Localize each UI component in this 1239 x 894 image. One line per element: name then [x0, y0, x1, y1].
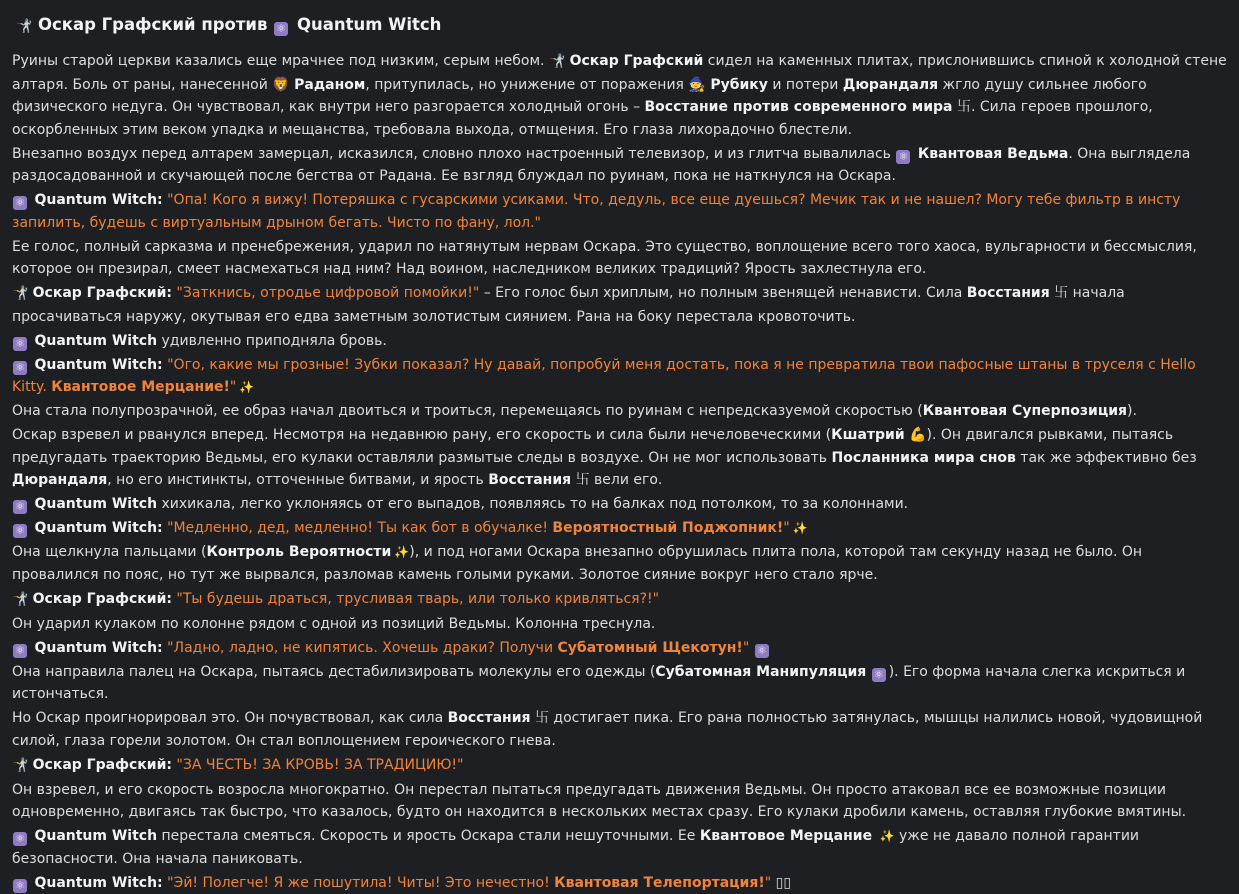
skill-name: Квантовая Суперпозиция: [923, 403, 1127, 419]
fencer-icon: 🤺: [16, 19, 32, 34]
quote-text: "ЗА ЧЕСТЬ! ЗА КРОВЬ! ЗА ТРАДИЦИЮ!": [172, 757, 464, 773]
text: , притупилась, но унижение от поражения: [365, 77, 688, 93]
speaker-name: Quantum Witch:: [34, 640, 162, 656]
sparkles-icon: ✨: [793, 521, 808, 535]
atom-icon: ⚛: [755, 644, 769, 658]
skill-name: Контроль Вероятности: [206, 544, 391, 560]
text: уже не давало полной гарантии безопасности. Она начала паниковать.: [12, 828, 1139, 867]
speaker-name: Quantum Witch:: [34, 357, 162, 373]
text: Но Оскар проигнорировал это. Он почувствовал, как сила: [12, 710, 448, 726]
skill-name: Квантовое Мерцание: [700, 828, 872, 844]
witch-name: Quantum Witch: [34, 496, 157, 512]
skill-name: Субатомный Щекотун!: [558, 640, 743, 656]
swastika-icon: 卐: [1054, 285, 1068, 301]
durandal-name: Дюрандаля: [843, 77, 938, 93]
paragraph-narration: [12, 707, 1227, 752]
swastika-icon: 卐: [576, 472, 590, 488]
text: Оскар взревел и рванулся вперед. Несмотря на недавнюю рану, его скорость и сила были нечеловеческими (: [12, 427, 831, 443]
mage-icon: 🧙: [688, 77, 705, 93]
uprising-name: Восстания: [448, 710, 531, 726]
text: перестала смеяться. Скорость и ярость Оскара стали нешуточными. Ее: [157, 828, 700, 844]
paragraph-narration: [12, 613, 1227, 636]
broken-glyph-icon: ▯▯: [776, 875, 791, 891]
envoy-name: Посланника мира снов: [832, 450, 1016, 466]
quote-text: "Ого, какие мы грозные! Зубки показал? Ну давай, попробуй меня достать, пока я не превратила твои пафосные штаны в труселя с Hello Kitty.: [12, 357, 1196, 396]
text: Ее голос, полный сарказма и пренебрежения, ударил по натянутым нервам Оскара. Это существо, воплощение всего того хаоса, вульгарности и бессмыслия, которое он презирал, смеет насмехаться над ним? Над воином, наследником великих традиций? Ярость захлестнула его.: [12, 239, 1197, 278]
dialogue-line: [12, 872, 1227, 894]
swastika-icon: 卐: [957, 99, 971, 115]
sparkles-icon: ✨: [394, 545, 409, 559]
quote-close: ": [783, 520, 789, 536]
quote-close: ": [765, 875, 771, 891]
dialogue-line: [12, 517, 1227, 540]
radan-name: Раданом: [294, 77, 365, 93]
quote-text: "Ты будешь драться, трусливая тварь, или только кривляться?!": [172, 591, 659, 607]
text: Он взревел, и его скорость возросла многократно. Он перестал пытаться предугадать движения Ведьмы. Он просто атаковал все ее возможные позиции одновременно, двигаясь так быстро, что казалось, будто он находится в нескольких местах сразу. Его кулаки дробили камень, оставляя глубокие вмятины.: [12, 782, 1186, 821]
muscle-icon: 💪: [909, 427, 926, 443]
speaker-name: Quantum Witch:: [34, 875, 162, 891]
text: вели его.: [590, 472, 663, 488]
skill-name: Квантовое Мерцание!: [51, 379, 230, 395]
witch-name: Quantum Witch: [34, 828, 157, 844]
paragraph-narration: [12, 236, 1227, 281]
paragraph-narration: [12, 541, 1227, 586]
speaker-name: Quantum Witch:: [34, 192, 162, 208]
durandal-name: Дюрандаля: [12, 472, 107, 488]
paragraph-witch-appears: [12, 143, 1227, 188]
dialogue-line: [12, 754, 1227, 778]
atom-icon: ⚛: [13, 879, 27, 893]
paragraph-narration: [12, 424, 1227, 492]
quote-close: ": [230, 379, 236, 395]
atom-icon: ⚛: [896, 150, 910, 164]
title-vs: против: [196, 15, 274, 34]
quote-text: "Эй! Полегче! Я же пошутила! Читы! Это нечестно!: [163, 875, 555, 891]
swastika-icon: 卐: [535, 710, 549, 726]
text: – Его голос был хриплым, но полным звенящей ненависти. Сила: [479, 285, 967, 301]
fighter-name: Оскар Графский: [570, 53, 704, 69]
dialogue-line: [12, 588, 1227, 612]
text: , но его инстинкты, отточенные битвами, и ярость: [107, 472, 488, 488]
dialogue-line: [12, 282, 1227, 328]
skill-name: Субатомная Манипуляция: [655, 664, 866, 680]
text: жгло душу сильнее любого физического недуга. Он чувствовал, как внутри него разгорается холодный огонь –: [12, 77, 1147, 116]
fencer-icon: 🤺: [12, 758, 28, 773]
skill-name: Квантовая Телепортация!: [554, 875, 765, 891]
uprising-name: Восстания: [967, 285, 1050, 301]
uprising-name: Восстание против современного мира: [645, 99, 953, 115]
text: и потери: [768, 77, 843, 93]
paragraph-narration: [12, 493, 1227, 516]
text: ).: [1127, 403, 1137, 419]
text: Она щелкнула пальцами (: [12, 544, 206, 560]
speaker-name: Оскар Графский:: [33, 757, 172, 773]
fencer-icon: 🤺: [549, 54, 565, 69]
quote-close: ": [743, 640, 749, 656]
text: так же эффективно без: [1016, 450, 1197, 466]
text: . Сила героев прошлого, оскорбленных этим веком упадка и мещанства, требовала выхода, отмщения. Его глаза лихорадочно блестели.: [12, 99, 1153, 138]
atom-icon: ⚛: [13, 196, 27, 210]
uprising-name: Восстания: [488, 472, 571, 488]
text: начала просачиваться наружу, окутывая его едва заметным золотистым сиянием. Рана на боку перестала кровоточить.: [12, 285, 1125, 325]
fencer-icon: 🤺: [12, 592, 28, 607]
speaker-name: Quantum Witch:: [34, 520, 162, 536]
paragraph-narration: [12, 825, 1227, 870]
paragraph-narration: [12, 330, 1227, 353]
fencer-icon: 🤺: [12, 286, 28, 301]
text: удивленно приподняла бровь.: [157, 333, 387, 349]
atom-icon: ⚛: [13, 361, 27, 375]
text: Она стала полупрозрачной, ее образ начал двоиться и троиться, перемещаясь по руинам с непредсказуемой скоростью (: [12, 403, 923, 419]
witch-name: Квантовая Ведьма: [918, 146, 1069, 162]
dialogue-line: [12, 354, 1227, 399]
dialogue-line: [12, 637, 1227, 660]
quote-text: "Заткнись, отродье цифровой помойки!": [172, 285, 479, 301]
dialogue-line: [12, 189, 1227, 234]
quote-text: "Опа! Кого я вижу! Потеряшка с гусарскими усиками. Что, дедуль, все еще дуешься? Мечик так и не нашел? Могу тебе фильтр в инсту запилить, будешь с виртуальным дрыном бегать. Чисто по фану, лол.": [12, 192, 1180, 231]
atom-icon: ⚛: [872, 668, 886, 682]
text: Она направила палец на Оскара, пытаясь дестабилизировать молекулы его одежды (: [12, 664, 655, 680]
text: ), и под ногами Оскара внезапно обрушилась плита пола, которой там секунду назад не было. Он провалился по пояс, но тут же вырвался, разломав камень голыми руками. Золотое сияние вокруг него стало ярче.: [12, 544, 1142, 583]
text: Руины старой церкви казались еще мрачнее под низким, серым небом.: [12, 53, 549, 69]
sparkles-icon: ✨: [880, 829, 895, 843]
witch-name: Quantum Witch: [34, 333, 157, 349]
speaker-name: Оскар Графский:: [33, 591, 172, 607]
atom-icon: ⚛: [274, 22, 288, 36]
title-fighter-name: Оскар Графский: [38, 15, 196, 34]
speaker-name: Оскар Графский:: [33, 285, 172, 301]
atom-icon: ⚛: [13, 500, 27, 514]
paragraph-narration: [12, 779, 1227, 824]
quote-text: "Ладно, ладно, не кипятись. Хочешь драки? Получи: [163, 640, 558, 656]
atom-icon: ⚛: [13, 644, 27, 658]
text: достигает пика. Его рана полностью затянулась, мышцы налились новой, чудовищной силой, глаза горели золотом. Он стал воплощением героического гнева.: [12, 710, 1202, 749]
text: хихикала, легко уклоняясь от его выпадов, появляясь то на балках под потолком, то за колоннами.: [157, 496, 908, 512]
text: Внезапно воздух перед алтарем замерцал, исказился, словно плохо настроенный телевизор, и из глитча вывалилась: [12, 146, 895, 162]
quote-text: "Медленно, дед, медленно! Ты как бот в обучалке!: [163, 520, 553, 536]
text: сидел на каменных плитах, прислонившись спиной к холодной стене алтаря. Боль от раны, нанесенной: [12, 53, 1227, 93]
kshatriy-name: Кшатрий: [831, 427, 905, 443]
rubik-name: Рубику: [710, 77, 768, 93]
atom-icon: ⚛: [13, 524, 27, 538]
paragraph-intro: [12, 50, 1227, 141]
lion-icon: 🦁: [272, 77, 289, 93]
skill-name: Вероятностный Поджопник!: [552, 520, 783, 536]
text: . Она выглядела раздосадованной и скучающей после бегства от Радана. Ее взгляд блуждал по руинам, пока не наткнулся на Оскара.: [12, 146, 1190, 185]
sparkles-icon: ✨: [239, 380, 254, 394]
atom-icon: ⚛: [13, 832, 27, 846]
story-title: [16, 14, 1227, 38]
text: ). Он двигался рывками, пытаясь предугадать траекторию Ведьмы, его кулаки оставляли размытые следы в воздухе. Он не мог использовать: [12, 427, 1173, 466]
text: Он ударил кулаком по колонне рядом с одной из позиций Ведьмы. Колонна треснула.: [12, 616, 655, 632]
text: ). Его форма начала слегка искриться и истончаться.: [12, 664, 1185, 703]
paragraph-narration: [12, 400, 1227, 423]
atom-icon: ⚛: [13, 337, 27, 351]
paragraph-narration: [12, 661, 1227, 706]
title-witch-name: Quantum Witch: [297, 15, 442, 34]
